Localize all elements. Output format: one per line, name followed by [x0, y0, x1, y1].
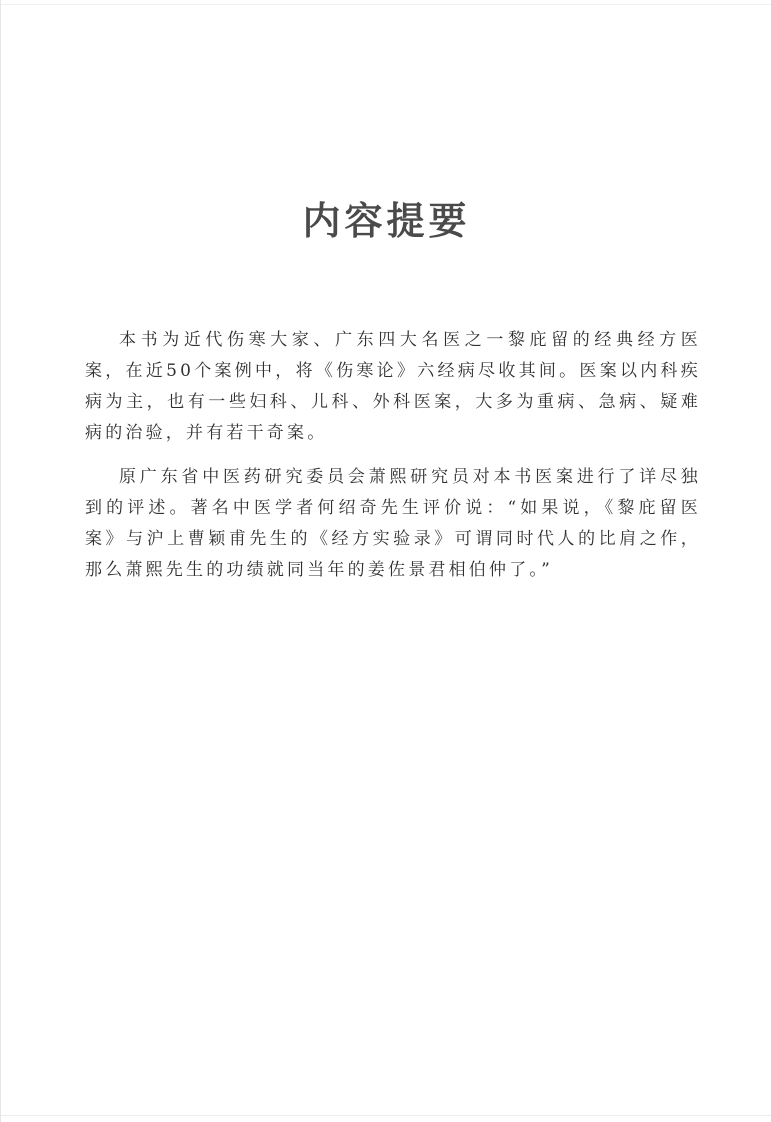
page-title: 内容提要	[302, 199, 471, 243]
paragraph-2: 原广东省中医药研究委员会萧熙研究员对本书医案进行了详尽独到的评述。著名中医学者何绍奇先生评价说：“如果说，《黎庇留医案》与沪上曹颖甫先生的《经方实验录》可谓同时代人的比肩之作，那么萧熙先生的功绩就同当年的姜佐景君相伯仲了。”	[85, 467, 701, 580]
page-edge-bottom	[1, 1115, 771, 1116]
summary-body	[85, 325, 701, 599]
paragraph-1: 本书为近代伤寒大家、广东四大名医之一黎庇留的经典经方医案，在近50个案例中，将《伤寒论》六经病尽收其间。医案以内科疾病为主，也有一些妇科、儿科、外科医案，大多为重病、急病、疑难病的治验，并有若干奇案。	[85, 330, 701, 443]
page-edge-top	[1, 4, 771, 5]
